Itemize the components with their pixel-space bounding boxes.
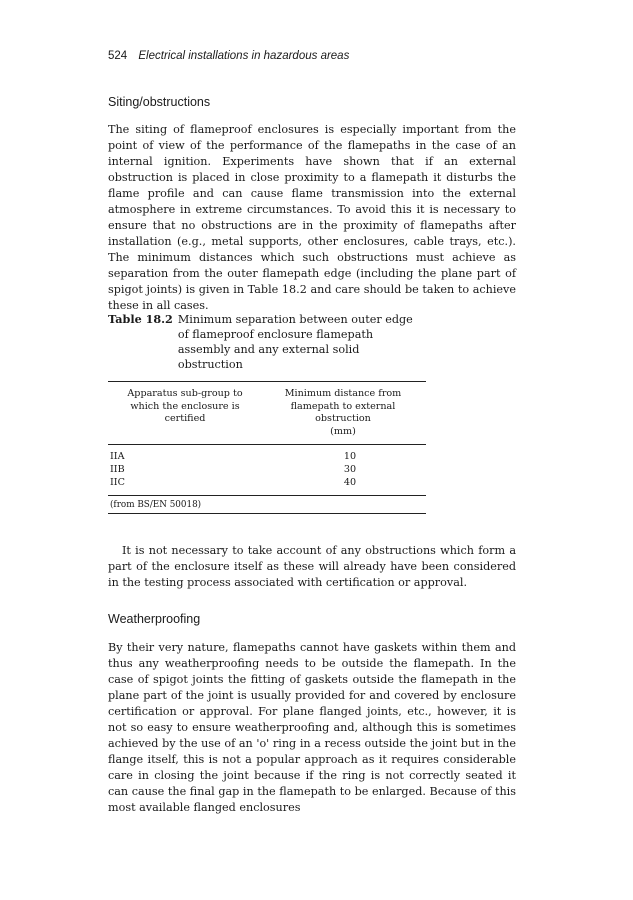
page-number: 524: [108, 50, 128, 62]
table-caption: [108, 312, 426, 372]
table-source-rule: [108, 513, 426, 514]
running-head: [108, 50, 349, 62]
cell-group: IIB: [110, 464, 125, 475]
cell-group: IIA: [110, 451, 125, 462]
cell-distance: 40: [343, 477, 357, 488]
cell-distance: 10: [343, 451, 357, 462]
section-heading-weatherproofing: Weatherproofing: [108, 612, 201, 626]
column-header-subgroup: Apparatus sub-group to which the enclosure is certified: [127, 388, 243, 424]
obstructions-paragraph: It is not necessary to take account of any obstructions which form a part of the enclosure itself as these will already have been considered in the testing process associated with certification or approval.: [108, 544, 516, 589]
table-bottom-rule: [108, 495, 426, 496]
column-header-distance: Minimum distance from flamepath to external obstruction (mm): [284, 388, 402, 437]
section-heading-siting: Siting/obstructions: [108, 95, 211, 109]
siting-paragraph: The siting of flameproof enclosures is especially important from the point of view of the performance of the flamepaths in the case of an internal ignition. Experiments have shown that if an external obstruction is placed in close proximity to a flamepath it disturbs the flame profile and can cause flame transmission into the external atmosphere in extreme circumstances. To avoid this it is necessary to ensure that no obstructions are in the proximity of flamepaths after installation (e.g., metal supports, other enclosures, cable trays, etc.). The minimum distances which such obstructions must achieve as separation from the outer flamepath edge (including the plane part of spigot joints) is given in Table 18.2 and care should be taken to achieve these in all cases.: [108, 123, 516, 312]
table-caption-text: Minimum separation between outer edge of flameproof enclosure flamepath assembly and any external solid obstruction: [177, 313, 413, 371]
table-row: [108, 463, 426, 476]
table-source: (from BS/EN 50018): [110, 500, 202, 510]
table-label: Table 18.2: [108, 312, 173, 326]
table-header: [108, 382, 426, 438]
table-row: [108, 450, 426, 463]
cell-distance: 30: [343, 464, 357, 475]
table-body: [108, 445, 426, 489]
weatherproofing-paragraph: By their very nature, flamepaths cannot have gaskets within them and thus any weatherproofing needs to be outside the flamepath. In the case of spigot joints the fitting of gaskets outside the flamepath in the plane part of the joint is usually provided for and covered by enclosure certification or approval. For plane flanged joints, etc., however, it is not so easy to ensure weatherproofing and, although this is sometimes achieved by the use of an 'o' ring in a recess outside the joint but in the flange itself, this is not a popular approach as it requires considerable care in closing the joint because if the ring is not correctly seated it can cause the final gap in the flamepath to be enlarged. Because of this most available flanged enclosures: [108, 641, 516, 814]
table-18-2: [108, 312, 426, 514]
cell-group: IIC: [110, 477, 125, 488]
running-head-title: Electrical installations in hazardous areas: [138, 50, 350, 62]
table-row: [108, 476, 426, 489]
